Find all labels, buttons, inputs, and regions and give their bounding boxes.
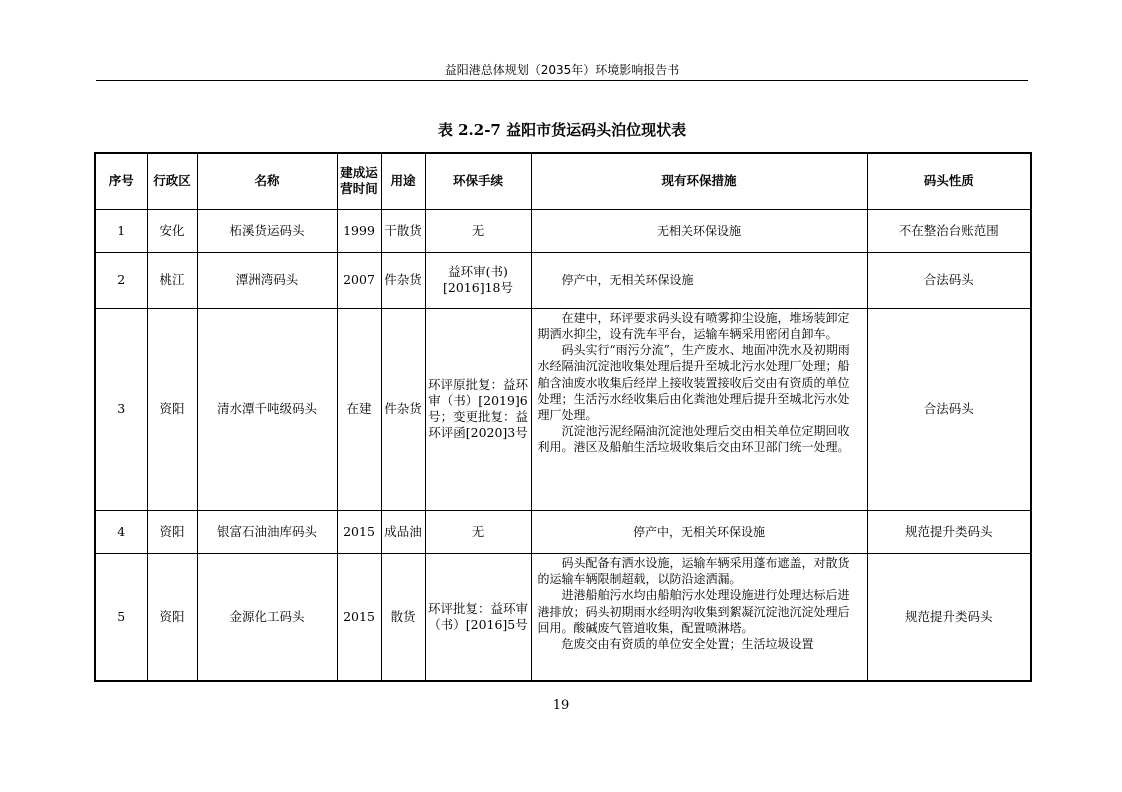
cell-name: 柘溪货运码头 (197, 209, 337, 252)
running-header: 益阳港总体规划（2035年）环境影响报告书 (444, 63, 680, 77)
measures-paragraph: 码头实行“雨污分流”，生产废水、地面冲洗水及初期雨水经隔油沉淀池收集处理后提升至城北污水处理厂处理；船舶含油废水收集后经岸上接收装置接收后交由有资质的单位处理；生活污水经收集后由化粪池处理后提升至城北污水处理厂处理。 (537, 343, 850, 422)
cell-name: 潭洲湾码头 (197, 252, 337, 308)
cell-procedure: 环评批复：益环审（书）[2016]5号 (425, 553, 531, 681)
cell-measures (531, 209, 867, 252)
measures-paragraph: 危废交由有资质的单位安全处置；生活垃圾设置 (561, 636, 814, 651)
col-header-seq: 序号 (95, 153, 147, 209)
col-header-use: 用途 (381, 153, 425, 209)
cell-district: 资阳 (147, 510, 197, 553)
table-caption: 表 2.2-7 益阳市货运码头泊位现状表 (437, 121, 687, 139)
cell-year: 2015 (337, 510, 381, 553)
col-header-measures: 现有环保措施 (531, 153, 867, 209)
cell-name: 金源化工码头 (197, 553, 337, 681)
table-row (95, 553, 1031, 681)
cell-seq: 2 (95, 252, 147, 308)
header-rule (96, 80, 1028, 81)
cell-procedure: 无 (425, 209, 531, 252)
table-row (95, 252, 1031, 308)
cell-use: 散货 (381, 553, 425, 681)
berth-status-table (94, 152, 1032, 682)
measures-paragraph: 沉淀池污泥经隔油沉淀池处理后交由相关单位定期回收利用。港区及船舶生活垃圾收集后交由环卫部门统一处理。 (537, 424, 850, 455)
page-number: 19 (552, 698, 570, 713)
col-header-nature: 码头性质 (867, 153, 1031, 209)
cell-measures (531, 252, 867, 308)
measures-paragraph: 在建中，环评要求码头设有喷雾抑尘设施，堆场装卸定期洒水抑尘，设有洗车平台，运输车辆采用密闭自卸车。 (537, 310, 850, 341)
col-header-name: 名称 (197, 153, 337, 209)
measures-text: 停产中，无相关环保设施 (561, 273, 694, 288)
cell-year: 1999 (337, 209, 381, 252)
cell-district: 资阳 (147, 308, 197, 510)
cell-year: 2015 (337, 553, 381, 681)
cell-use: 件杂货 (381, 252, 425, 308)
cell-nature: 合法码头 (867, 308, 1031, 510)
table-row (95, 308, 1031, 510)
col-header-procedure: 环保手续 (425, 153, 531, 209)
cell-measures (531, 308, 867, 510)
cell-measures (531, 553, 867, 681)
cell-procedure: 环评原批复：益环审（书）[2019]6号；变更批复：益环评函[2020]3号 (425, 308, 531, 510)
cell-use: 件杂货 (381, 308, 425, 510)
cell-district: 安化 (147, 209, 197, 252)
col-header-year: 建成运营时间 (337, 153, 381, 209)
cell-procedure: 无 (425, 510, 531, 553)
cell-seq: 1 (95, 209, 147, 252)
cell-district: 桃江 (147, 252, 197, 308)
cell-year: 在建 (337, 308, 381, 510)
cell-nature: 规范提升类码头 (867, 510, 1031, 553)
cell-name: 清水潭千吨级码头 (197, 308, 337, 510)
cell-nature: 合法码头 (867, 252, 1031, 308)
cell-procedure: 益环审(书)[2016]18号 (425, 252, 531, 308)
cell-seq: 4 (95, 510, 147, 553)
table-header-row (95, 153, 1031, 209)
cell-measures (531, 510, 867, 553)
cell-seq: 3 (95, 308, 147, 510)
col-header-district: 行政区 (147, 153, 197, 209)
cell-use: 成品油 (381, 510, 425, 553)
measures-paragraph: 进港船舶污水均由船舶污水处理设施进行处理达标后进港排放；码头初期雨水经明沟收集到絮凝沉淀池沉淀处理后回用。酸碱废气管道收集，配置喷淋塔。 (537, 588, 850, 635)
cell-use: 干散货 (381, 209, 425, 252)
measures-text: 停产中，无相关环保设施 (632, 524, 765, 539)
cell-seq: 5 (95, 553, 147, 681)
cell-name: 银富石油油库码头 (197, 510, 337, 553)
cell-district: 资阳 (147, 553, 197, 681)
table-row (95, 510, 1031, 553)
table-row (95, 209, 1031, 252)
cell-year: 2007 (337, 252, 381, 308)
cell-nature: 不在整治台账范围 (867, 209, 1031, 252)
cell-nature: 规范提升类码头 (867, 553, 1031, 681)
measures-text: 无相关环保设施 (656, 223, 741, 238)
measures-paragraph: 码头配备有洒水设施，运输车辆采用蓬布遮盖，对散货的运输车辆限制超载，以防沿途洒漏。 (537, 555, 850, 587)
